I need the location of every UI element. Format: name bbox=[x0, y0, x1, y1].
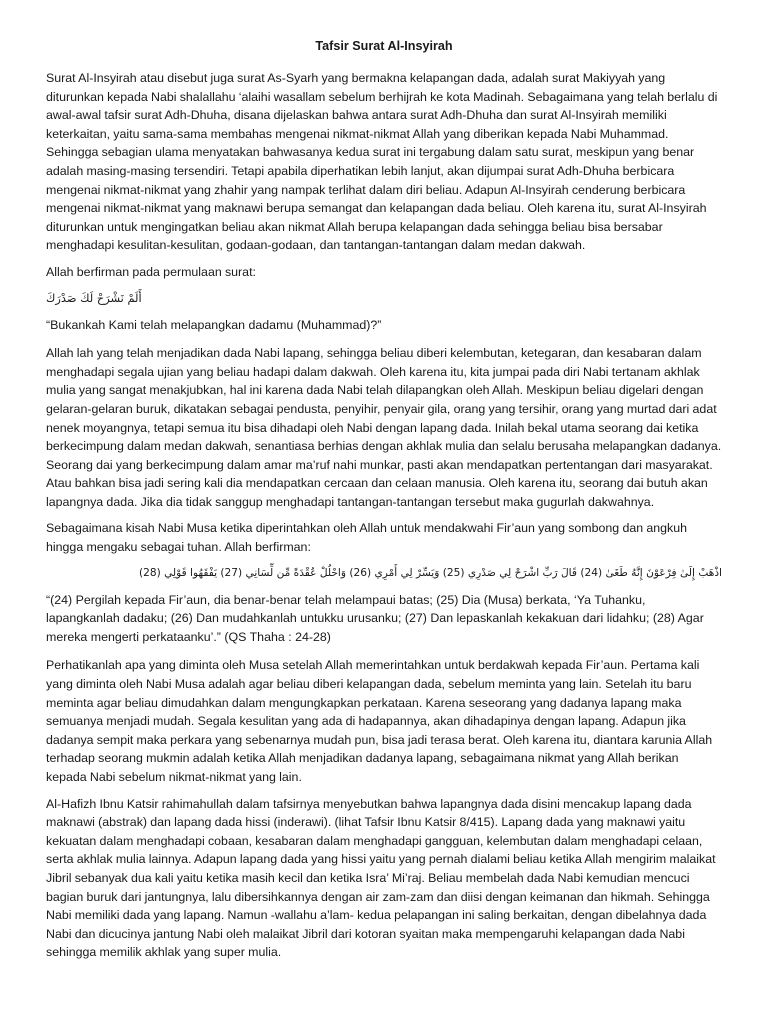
arabic-verse-alam-nasyrah bbox=[46, 290, 722, 307]
paragraph-intro: Surat Al-Insyirah atau disebut juga surat As-Syarh yang bermakna kelapangan dada, adalah surat Makiyyah yang diturunkan kepada Nabi shalallahu ‘alaihi wasallam sebelum berhijrah ke kota Madinah. Sebagaimana yang telah berlalu di awal-awal tafsir surat Adh-Dhuha, disana dijelaskan bahwa antara surat Adh-Dhuha dan surat Al-Insyirah memiliki keterkaitan, yaitu sama-sama membahas mengenai nikmat-nikmat Allah yang diberikan kepada Nabi Muhammad. Sehingga sebagian ulama menyatakan bahwasanya kedua surat ini tergabung dalam satu surat, meskipun yang benar adalah masing-masing tersendiri. Tetapi apabila diperhatikan lebih lanjut, akan dijumpai surat Adh-Dhuha berbicara mengenai nikmat-nikmat yang zhahir yang nampak terlihat dalam diri beliau. Adapun Al-Insyirah cenderung berbicara mengenai nikmat-nikmat yang maknawi berupa semangat dan kelapangan dada beliau. Oleh karena itu, surat Al-Insyirah diturunkan untuk mengingatkan beliau akan nikmat Allah berupa kelapangan dada sehingga beliau bisa bersabar menghadapi kesulitan-kesulitan, godaan-godaan, dan tantangan-tantangan dalam medan dakwah. bbox=[46, 71, 718, 253]
quote-translation-thaha: “(24) Pergilah kepada Fir’aun, dia benar-benar telah melampaui batas; (25) Dia (Musa) berkata, ‘Ya Tuhanku, lapangkanlah dadaku; (26) Dan mudahkanlah untukku urusanku; (27) Dan lepaskanlah kekakuan dari lidahku; (28) Agar mereka mengerti perkataanku’.” (QS Thaha : 24-28) bbox=[46, 592, 704, 644]
paragraph-allah-berfirman: Allah berfirman pada permulaan surat: bbox=[46, 264, 256, 279]
document-page bbox=[46, 38, 722, 970]
quote-translation-1: “Bukankah Kami telah melapangkan dadamu (Muhammad)?” bbox=[46, 317, 382, 332]
paragraph-ibnu-katsir: Al-Hafizh Ibnu Katsir rahimahullah dalam tafsirnya menyebutkan bahwa lapangnya dada disini mencakup lapang dada maknawi (abstrak) dan lapang dada hissi (inderawi). (lihat Tafsir Ibnu Katsir 8/415). Lapang dada yang maknawi yaitu kekuatan dalam menghadapi cobaan, kesabaran dalam menghadapi gangguan, kelembutan dalam menghadapi celaan, serta akhlak mulia lainnya. Adapun lapang dada yang hissi yaitu yang pernah dialami beliau ketika Allah mengirim malaikat Jibril sebanyak dua kali yaitu ketika masih kecil dan ketika Isra’ Mi’raj. Beliau membelah dada Nabi kemudian mencuci bagian buruk dari jantungnya, lalu dibersihkannya dengan air zam-zam dan diisi dengan keimanan dan hikmah. Sehingga Nabi memiliki dada yang lapang. Namun -wallahu a’lam- kedua pelapangan ini saling berkaitan, dengan dibelahnya dada Nabi dan dicucinya jantung Nabi oleh malaikat Jibril dari kotoran syaitan maka mempengaruhi kelapangan dada Nabi sehingga memilik akhlak yang super mulia. bbox=[46, 796, 716, 960]
paragraph-lapang-dada-nabi: Allah lah yang telah menjadikan dada Nabi lapang, sehingga beliau diberi kelembutan, ketegaran, dan kesabaran dalam menghadapi segala ujian yang beliau hadapi dalam dakwah. Oleh karena itu, kita jumpai pada diri Nabi tertanam akhlak mulia yang sangat menakjubkan, hal ini karena dada Nabi telah dilapangkan oleh Allah. Meskipun beliau digelari dengan gelaran-gelaran buruk, dikatakan sebagai pendusta, penyihir, penyair gila, orang yang tersihir, orang yang murtad dari adat nenek moyangnya, tetapi semua itu bisa dihadapi oleh Nabi dengan lapang dada. Inilah bekal utama seorang dai ketika berkecimpung dalam medan dakwah, senantiasa berhias dengan akhlak mulia dan selalu berusaha melapangkan dadanya. Seorang dai yang berkecimpung dalam amar ma’ruf nahi munkar, pasti akan mendapatkan pertentangan dari masyarakat. Atau bahkan bisa jadi sering kali dia mendapatkan cercaan dan celaan manusia. Oleh karena itu, seorang dai butuh akan lapangnya dada. Jika dia tidak sanggup menghadapi tantangan-tantangan tersebut maka gugurlah dakwahnya. bbox=[46, 346, 722, 509]
paragraph-perhatikanlah: Perhatikanlah apa yang diminta oleh Musa setelah Allah memerintahkan untuk berdakwah kepada Fir’aun. Pertama kali yang diminta oleh Nabi Musa adalah agar beliau diberi kelapangan dada, sebelum meminta yang lain. Setelah itu baru meminta agar beliau dimudahkan dalam mengungkapkan perkataan. Karena seseorang yang dadanya lapang maka semuanya menjadi mudah. Segala kesulitan yang ada di hadapannya, akan dihadapinya dengan lapang. Adapun jika dadanya sempit maka perkara yang sebenarnya mudah pun, bisa jadi terasa berat. Oleh karena itu, diantara karunia Allah terhadap seorang mukmin adalah ketika Allah menjadikan dadanya lapang, sebagaimana nikmat yang Allah berikan kepada Nabi sebelum nikmat-nikmat yang lain. bbox=[46, 658, 713, 784]
document-title: Tafsir Surat Al-Insyirah bbox=[315, 39, 453, 53]
arabic-verse-text: أَلَمْ نَشْرَحْ لَكَ صَدْرَكَ bbox=[46, 290, 142, 305]
arabic-verse-thaha: اذْهَبْ إِلَىٰ فِرْعَوْنَ إِنَّهُ طَغَىٰ (24) قَالَ رَبِّ اشْرَحْ لِي صَدْرِي (25) وَيَسِّرْ لِي أَمْرِي (26) وَاحْلُلْ عُقْدَةً مِّن لِّسَانِي (27) يَفْقَهُوا قَوْلِي (28) bbox=[138, 566, 722, 579]
paragraph-kisah-musa: Sebagaimana kisah Nabi Musa ketika diperintahkan oleh Allah untuk mendakwahi Fir’aun yang sombong dan angkuh hingga mengaku sebagai tuhan. Allah berfirman: bbox=[46, 521, 688, 555]
